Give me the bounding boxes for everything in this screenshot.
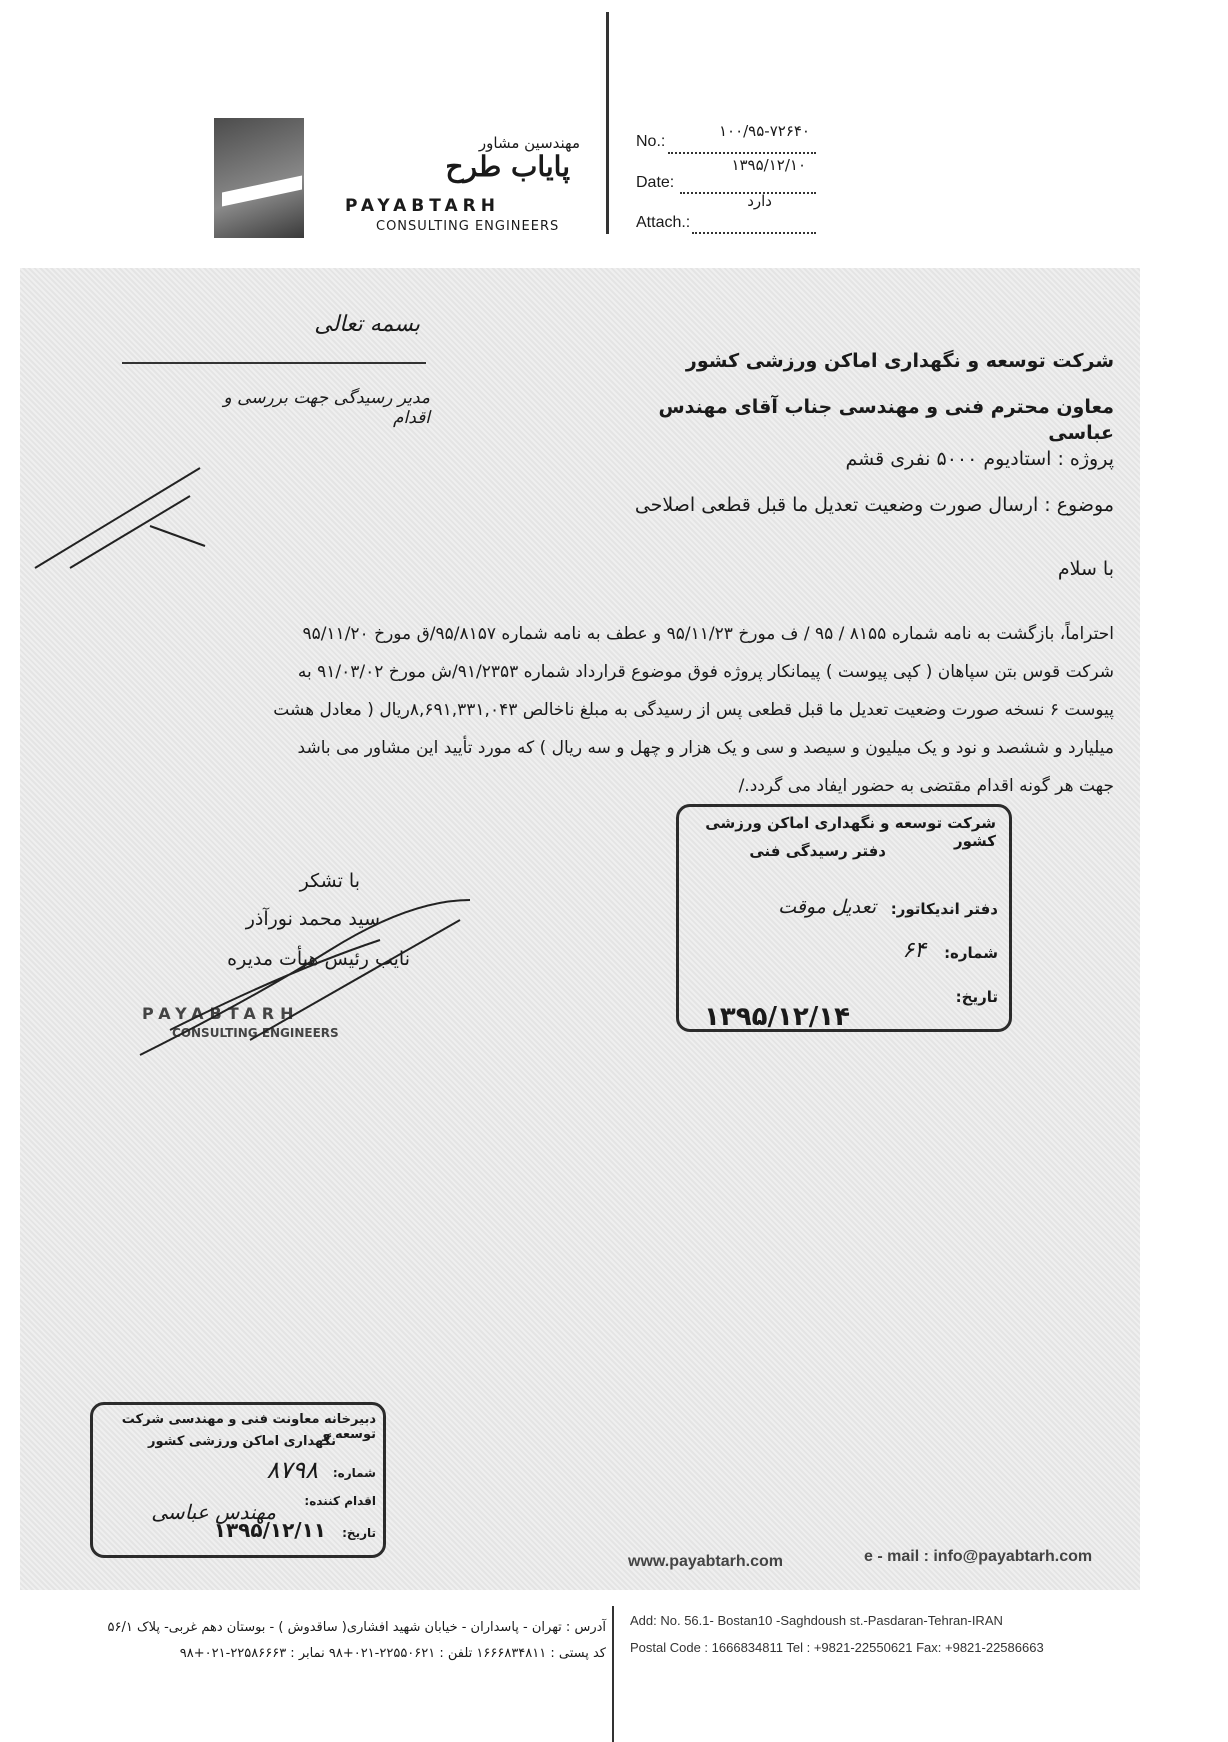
secretariat-stamp-line2: نگهداری اماکن ورزشی کشور <box>147 1434 336 1449</box>
footer-contact-en: Postal Code : 1666834811 Tel : +9821-22550621 Fax: +9821-22586663 <box>630 1640 1044 1655</box>
logo-persian-name: پایاب طرح <box>445 150 570 183</box>
receipt-number-value: ۶۴ <box>902 938 926 963</box>
attach-label: Attach.: <box>636 214 691 231</box>
project-line: پروژه : استادیوم ۵۰۰۰ نفری قشم <box>845 448 1114 470</box>
logo-english-subtitle: CONSULTING ENGINEERS <box>376 219 560 234</box>
secretariat-stamp-line1: دبیرخانه معاونت فنی و مهندسی شرکت توسعه و <box>121 1412 376 1442</box>
body-line-2: شرکت قوس بتن سپاهان ( کپی پیوست ) پیمانکار پروژه فوق موضوع قرارداد شماره ۹۱/۲۳۵۳/ش مورخ ۹۱/۰۳/۰۲ به <box>297 662 1114 682</box>
greeting: با سلام <box>1057 558 1114 580</box>
footer-divider <box>612 1606 614 1742</box>
receipt-stamp-line1: شرکت توسعه و نگهداری اماکن ورزشی کشور <box>705 814 996 850</box>
receipt-indicator-label: دفتر اندیکاتور: <box>890 900 998 918</box>
receipt-date-value: ۱۳۹۵/۱۲/۱۴ <box>704 1002 850 1032</box>
attach-value: دارد <box>747 192 772 210</box>
handwritten-basmala: بسمه تعالی <box>314 312 420 337</box>
subject-line: موضوع : ارسال صورت وضعیت تعدیل ما قبل قطعی اصلاحی <box>634 494 1114 516</box>
signer-title: نایب رئیس هیأت مدیره <box>227 948 410 970</box>
company-stamp-subtitle: CONSULTING ENGINEERS <box>172 1026 339 1040</box>
secretariat-action-value: مهندس عباسی <box>151 1500 276 1524</box>
secretariat-action-label: اقدام کننده: <box>304 1494 376 1508</box>
logo-english-name: PAYABTARH <box>345 196 500 216</box>
logo-persian-subtitle: مهندسین مشاور <box>478 134 580 152</box>
secretariat-number-label: شماره: <box>332 1466 376 1480</box>
body-line-1: احتراماً، بازگشت به نامه شماره ۸۱۵۵ / ۹۵ / ف مورخ ۹۵/۱۱/۲۳ و عطف به نامه شماره ۹۵/۸۱۵۷/ق مورخ ۹۵/۱۱/۲۰ <box>302 624 1114 644</box>
body-line-4: میلیارد و ششصد و نود و یک میلیون و سیصد و سی و یک هزار و چهل و سه ریال ) که مورد تأیید این مشاور می باشد <box>297 738 1114 758</box>
footer-contact-fa: کد پستی : ۱۶۶۶۸۳۴۸۱۱ تلفن : ۲۲۵۵۰۶۲۱-۰۲۱+۹۸ نمابر : ۲۲۵۸۶۶۶۳-۰۲۱+۹۸ <box>179 1646 606 1661</box>
receipt-indicator-value: تعدیل موقت <box>778 896 876 918</box>
recipient-person: معاون محترم فنی و مهندسی جناب آقای مهندس عباسی <box>658 396 1114 444</box>
secretariat-date-value: ۱۳۹۵/۱۲/۱۱ <box>213 1518 326 1542</box>
handwritten-underline <box>122 362 426 364</box>
body-line-5: جهت هر گونه اقدام مقتضی به حضور ایفاد می گردد./ <box>738 776 1114 796</box>
receipt-number-label: شماره: <box>944 944 998 962</box>
receipt-stamp-line2: دفتر رسیدگی فنی <box>749 842 886 860</box>
handwritten-signature-mark <box>30 456 210 576</box>
footer-address-fa: آدرس : تهران - پاسداران - خیابان شهید افشاری( ساقدوش ) - بوستان دهم غربی- پلاک ۵۶/۱ <box>107 1620 606 1635</box>
date-value: ۱۳۹۵/۱۲/۱۰ <box>731 156 806 174</box>
secretariat-number-value: ۸۷۹۸ <box>266 1456 318 1484</box>
company-logo <box>214 118 304 238</box>
company-stamp-name: PAYABTARH <box>142 1004 300 1023</box>
recipient-company: شرکت توسعه و نگهداری اماکن ورزشی کشور <box>685 350 1114 372</box>
number-value: ۱۰۰/۹۵-۷۲۶۴۰ <box>718 122 810 140</box>
website-link[interactable]: www.payabtarh.com <box>628 1553 783 1570</box>
number-label: No.: <box>636 133 666 150</box>
email-link[interactable]: e - mail : info@payabtarh.com <box>864 1548 1093 1565</box>
secretariat-date-label: تاریخ: <box>342 1526 376 1540</box>
footer-address-en: Add: No. 56.1- Bostan10 -Saghdoush st.-Pasdaran-Tehran-IRAN <box>630 1613 1003 1628</box>
header-divider <box>606 12 609 234</box>
signer-name: سید محمد نورآذر <box>245 908 380 930</box>
closing: با تشکر <box>299 870 360 892</box>
attach-dots <box>692 218 816 234</box>
number-dots <box>668 138 816 154</box>
date-label: Date: <box>636 174 675 191</box>
signature-scribble <box>130 880 480 1060</box>
receipt-date-label: تاریخ: <box>955 988 998 1006</box>
handwritten-note: مدیر رسیدگی جهت بررسی و اقدام <box>223 388 430 428</box>
body-line-3: پیوست ۶ نسخه صورت وضعیت تعدیل ما قبل قطعی پس از رسیدگی به مبلغ ناخالص ۸,۶۹۱,۳۳۱,۰۴۳ریال ( معادل هشت <box>273 700 1114 720</box>
